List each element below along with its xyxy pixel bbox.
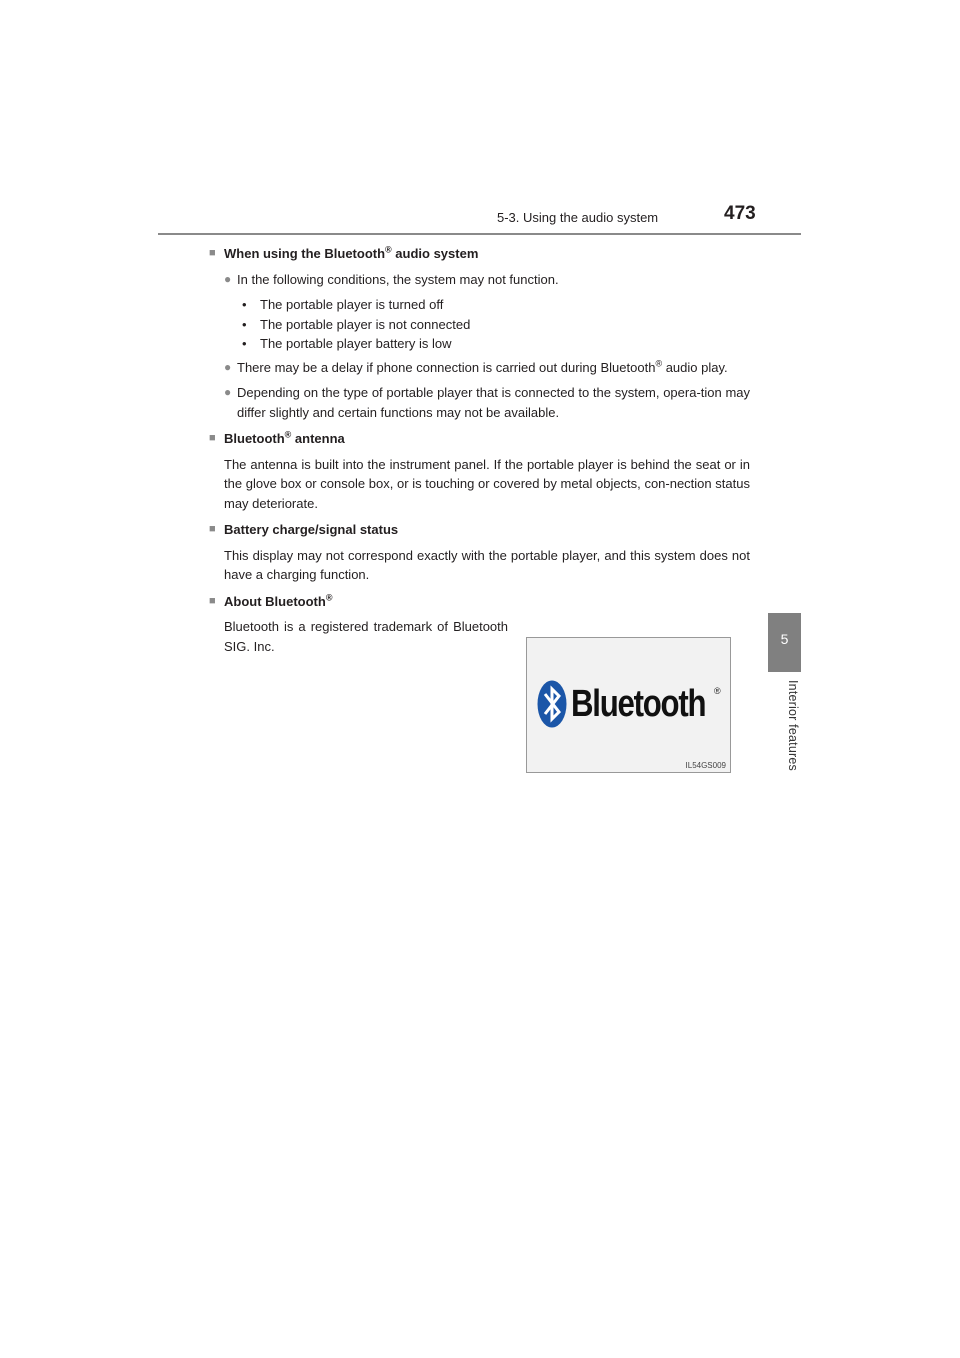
square-bullet: ■ [209, 523, 216, 535]
section-heading-bluetooth-antenna [209, 429, 750, 449]
heading-text: When using the Bluetooth® audio system [224, 244, 479, 261]
sub-item: • The portable player is not connected [242, 316, 471, 332]
item-text: Depending on the type of portable player that is connected to the system, opera-tion may differ slightly and certain functions may not be available. [237, 385, 750, 420]
bluetooth-wordmark: Bluetooth [571, 682, 706, 725]
square-bullet: ■ [209, 432, 216, 444]
content [209, 244, 750, 656]
registered-mark: ® [714, 686, 721, 696]
chapter-name: Interior features [786, 680, 800, 771]
sub-item: • The portable player is turned off [242, 297, 444, 312]
chapter-tab: 5 [768, 613, 801, 672]
header-section-title: 5-3. Using the audio system [497, 210, 659, 225]
header-rule [158, 233, 801, 235]
paragraph: The antenna is built into the instrument panel. If the portable player is behind the seat or in the glove box or console box, or is touching or covered by metal objects, con-nection status may deteriorate. [224, 456, 750, 511]
list-item [209, 270, 750, 290]
item-text: In the following conditions, the system may not function. [237, 271, 559, 287]
square-bullet: ■ [209, 594, 216, 607]
figure-code: IL54GS009 [685, 761, 726, 770]
square-bullet: ■ [209, 247, 216, 259]
sub-list [209, 295, 750, 354]
circle-bullet: ● [224, 359, 232, 374]
heading-text: About Bluetooth® [224, 592, 333, 609]
section-heading-bluetooth-audio [209, 244, 750, 264]
list-item [209, 358, 750, 378]
section-heading-about-bluetooth [209, 592, 750, 612]
circle-bullet: ● [224, 385, 232, 399]
paragraph: This display may not correspond exactly with the portable player, and this system does not have a charging function. [224, 547, 750, 582]
paragraph: Bluetooth is a registered trademark of Bluetooth SIG. Inc. [224, 619, 508, 654]
sub-item: • The portable player battery is low [242, 336, 452, 351]
section-heading-battery-status [209, 520, 750, 540]
bluetooth-logo-figure [526, 637, 731, 773]
circle-bullet: ● [224, 271, 232, 286]
heading-text: Battery charge/signal status [224, 522, 399, 537]
bluetooth-logo [537, 680, 735, 728]
item-text: There may be a delay if phone connection is carried out during Bluetooth® audio play. [237, 358, 728, 375]
page-number: 473 [724, 203, 756, 224]
heading-text: Bluetooth® antenna [224, 429, 345, 446]
bluetooth-icon [537, 680, 567, 728]
list-item [209, 383, 750, 422]
